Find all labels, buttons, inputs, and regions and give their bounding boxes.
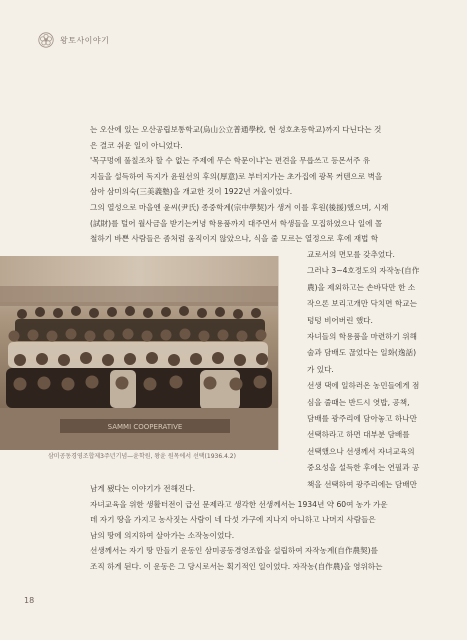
text-line: 남의 땅에 의지하여 살아가는 소작농이었다. (90, 530, 235, 540)
historical-group-photo (0, 256, 279, 450)
flower-emblem-icon (38, 32, 54, 48)
text-line: '목구멍에 풀칠조차 할 수 없는 주제에 무슨 학문이냐'는 편견을 무릅쓰고 등몬서주 유 (90, 156, 371, 166)
text-line: 그러나 3~4호정도의 자작농(自作 (307, 266, 420, 276)
group-photo-image (0, 256, 278, 450)
section-title: 왕토사이야기 (60, 35, 110, 45)
text-line: 책을 선택하여 광주리에는 담배만 (307, 479, 417, 489)
text-line: 작으론 보리고개만 닥치면 학교는 (307, 299, 417, 309)
text-line: 지들을 설득하여 독지가 윤원선의 후의(厚意)로 부터지가는 초가집에 광목 커텐으로 벽을 (90, 171, 383, 181)
photo-caption: 삼미공동경영조합제3주년기념—윤학원, 왕윤 원목에서 선택(1936.4.2) (48, 453, 236, 460)
text-line: 선생께서는 자기 땅 만들기 운동인 삼미공동경영조합을 설립하여 자작농계(自作農契)를 (90, 546, 378, 556)
text-line: 데 자기 땅을 가지고 농사짓는 사람이 네 다섯 가구에 지나지 아니하고 나머지 사람들은 (90, 515, 376, 525)
text-line: 텅텅 비어버린 했다. (307, 315, 373, 325)
text-line: 선택했으나 선생께서 자녀교육의 (307, 446, 415, 456)
paragraph-right-column (307, 247, 442, 493)
text-line: 심을 줄때는 반드시 엿밥, 공책, (307, 397, 410, 407)
photo-banner-text: SAMMI COOPERATIVE (107, 423, 183, 431)
text-line: (試財)를 털어 월사금을 받기는커녕 학용품까지 대주면서 학생들을 모집하였으나 일에 몰 (90, 218, 383, 228)
text-line: 삼아 삼미의숙(三美義塾)을 개교한 것이 1922년 겨울이었다. (90, 187, 293, 197)
text-line: 가 있다. (307, 364, 334, 374)
page-number: 18 (24, 596, 35, 605)
page-header (38, 32, 109, 48)
text-line: 선택하라고 하면 대부분 담배를 (307, 430, 410, 440)
text-line: 중요성을 설득한 후에는 연필과 공 (307, 463, 420, 473)
text-line: 은 결코 쉬운 일이 아니었다. (90, 140, 183, 150)
text-line: 술과 담배도 끊었다는 일화(逸話) (307, 348, 417, 358)
text-line: 그의 열성으로 마을엔 윤씨(尹氏) 종중학계(宗中學契)가 생겨 이를 후원(後援)했으며, 시재 (90, 202, 389, 212)
text-line: 農)을 제외하고는 손바닥만 한 소 (307, 282, 416, 292)
paragraph-intro (90, 122, 438, 247)
text-line: 선생 댁에 일하러온 농민들에게 점 (307, 381, 420, 391)
text-line: 교로서의 면모를 갖추었다. (307, 250, 395, 259)
text-line: 자녀교육을 위한 생활터전이 급선 문제라고 생각한 선생께서는 1934년 약 60여 농가 가운 (90, 499, 388, 509)
text-line: 철하기 바쁜 사람들은 좀처럼 움직이지 않았으나, 식을 줄 모르는 열정으로 후에 재법 학 (90, 234, 379, 244)
text-line: 담배를 광주리에 담아놓고 하나만 (307, 414, 417, 424)
text-line: 는 오산에 있는 오산공립보통학교(烏山公立普通學校, 현 성호초등학교)까지 다닌다는 것 (90, 125, 382, 134)
text-line: 자녀들의 학용품을 마련하기 위해 (307, 332, 417, 342)
text-line: 남게 됐다는 이야기가 전해진다. (90, 484, 196, 493)
text-line: 조직 하게 된다. 이 운동은 그 당시로서는 획기적인 일이었다. 자작농(自作農)을 영위하는 (90, 561, 383, 571)
paragraph-bottom (90, 481, 438, 575)
